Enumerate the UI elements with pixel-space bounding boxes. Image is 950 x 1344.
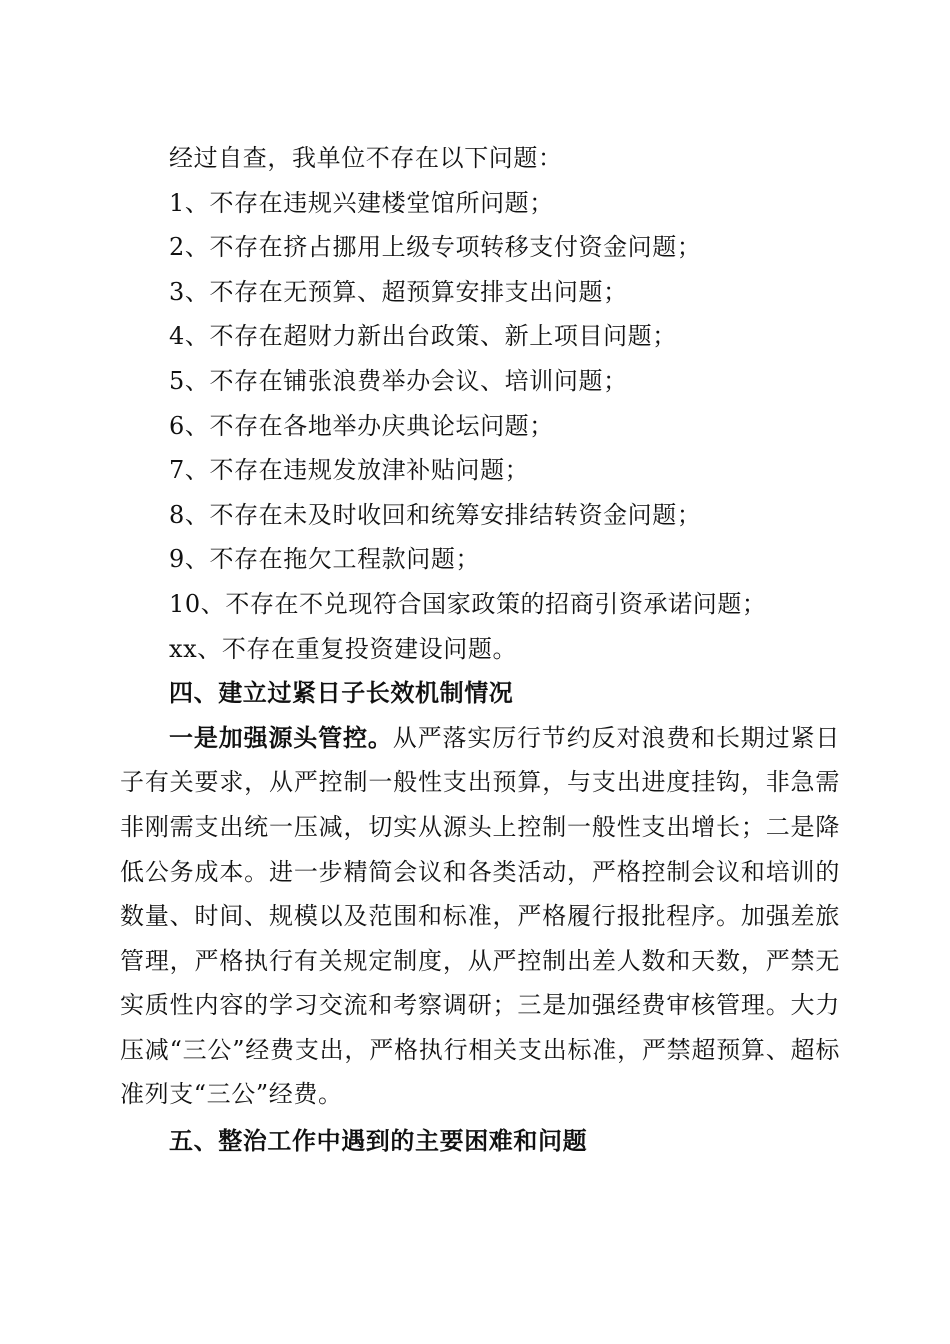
section-4-body: 从严落实厉行节约反对浪费和长期过紧日子有关要求，从严控制一般性支出预算，与支出进度挂钩，非急需非刚需支出统一压减，切实从源头上控制一般性支出增长；二是降低公务成本。进一步精简会议和各类活动，严格控制会议和培训的数量、时间、规模以及范围和标准，严格履行报批程序。加强差旅管理，严格执行有关规定制度，从严控制出差人数和天数，严禁无实质性内容的学习交流和考察调研；三是加强经费审核管理。大力压减“三公”经费支出，严格执行相关支出标准，严禁超预算、超标准列支“三公”经费。 <box>120 723 840 1109</box>
document-body <box>120 136 840 1164</box>
list-item: 8、不存在未及时收回和统筹安排结转资金问题； <box>169 500 702 529</box>
list-item: 3、不存在无预算、超预算安排支出问题； <box>169 277 628 306</box>
section-4-lead: 一是加强源头管控。 <box>169 723 393 752</box>
list-item: 5、不存在铺张浪费举办会议、培训问题； <box>169 366 628 395</box>
list-item: 1、不存在违规兴建楼堂馆所问题； <box>169 188 554 217</box>
list-item: xx、不存在重复投资建设问题。 <box>169 634 518 663</box>
intro-line: 经过自查，我单位不存在以下问题： <box>169 144 563 172</box>
list-item: 7、不存在违规发放津补贴问题； <box>169 456 530 485</box>
list-item: 10、不存在不兑现符合国家政策的招商引资承诺问题； <box>169 589 767 618</box>
section-5-heading: 五、整治工作中遇到的主要困难和问题 <box>169 1127 588 1156</box>
section-4-heading: 四、建立过紧日子长效机制情况 <box>169 679 514 708</box>
list-item: 2、不存在挤占挪用上级专项转移支付资金问题； <box>169 233 702 262</box>
section-4-paragraph <box>120 716 840 1117</box>
list-item: 6、不存在各地举办庆典论坛问题； <box>169 411 554 440</box>
list-item: 9、不存在拖欠工程款问题； <box>169 545 481 574</box>
list-item: 4、不存在超财力新出台政策、新上项目问题； <box>169 322 677 351</box>
